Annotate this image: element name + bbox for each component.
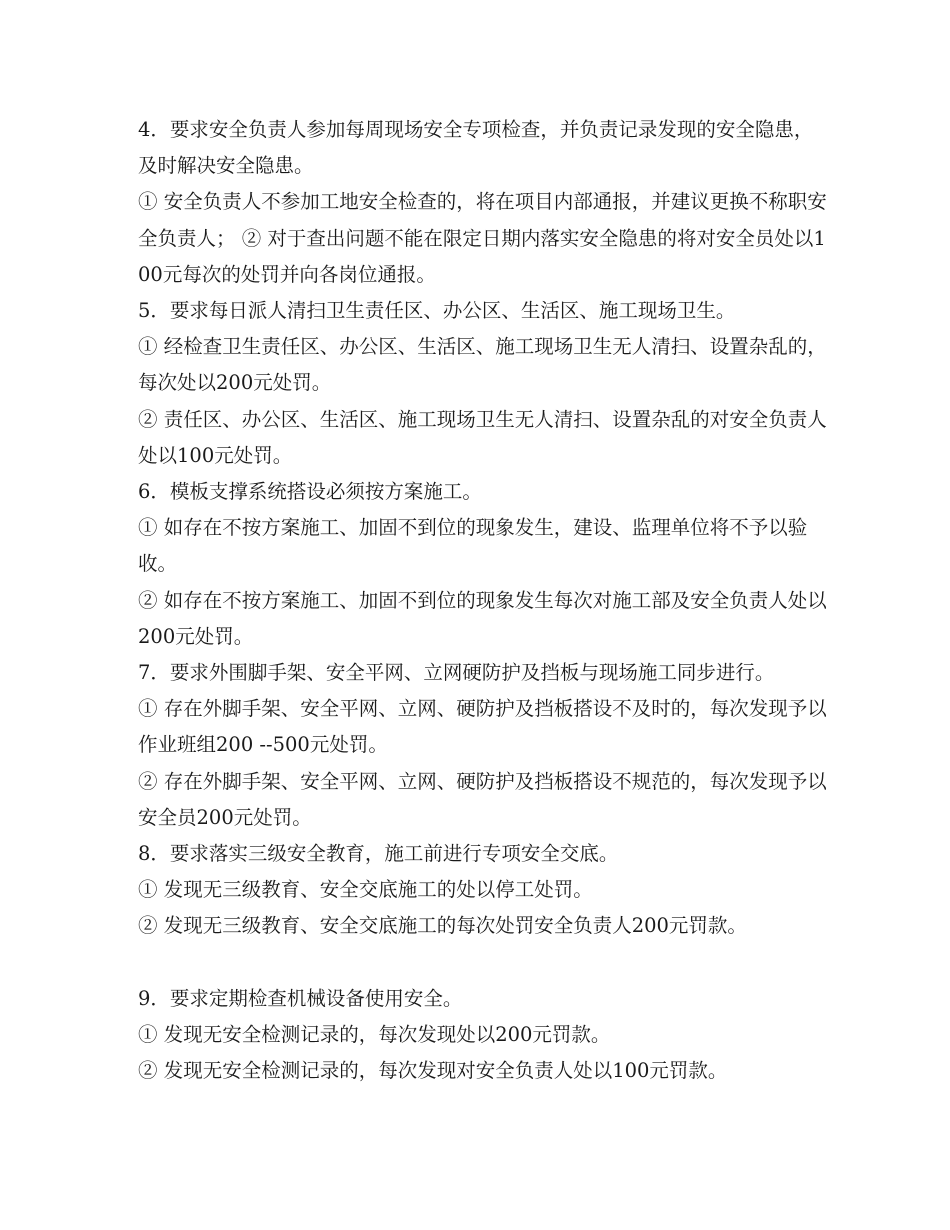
section-4-rule: ① 安全负责人不参加工地安全检查的，将在项目内部通报，并建议更换不称职安全负责人； ② 对于查出问题不能在限定日期内落实安全隐患的将对安全员处以100元每次的处罚并向各岗位通报。 xyxy=(138,190,827,286)
section-9-rule-1: ① 发现无安全检测记录的，每次发现处以200元罚款。 xyxy=(138,1022,611,1046)
section-7-heading: 7．要求外围脚手架、安全平网、立网硬防护及挡板与现场施工同步进行。 xyxy=(138,661,775,685)
section-6-heading: 6．模板支撑系统搭设必须按方案施工。 xyxy=(138,480,482,504)
section-5-rule-2: ② 责任区、办公区、生活区、施工现场卫生无人清扫、设置杂乱的对安全负责人处以100元处罚。 xyxy=(138,407,827,467)
section-6-rule-2: ② 如存在不按方案施工、加固不到位的现象发生每次对施工部及安全负责人处以200元处罚。 xyxy=(138,588,827,648)
section-8-rule-2: ② 发现无三级教育、安全交底施工的每次处罚安全负责人200元罚款。 xyxy=(138,914,747,938)
document-body xyxy=(138,112,828,1089)
section-7-rule-1: ① 存在外脚手架、安全平网、立网、硬防护及挡板搭设不及时的，每次发现予以作业班组200 --500元处罚。 xyxy=(138,697,827,757)
section-8-heading: 8．要求落实三级安全教育，施工前进行专项安全交底。 xyxy=(138,842,619,866)
section-4-heading: 4．要求安全负责人参加每周现场安全专项检查，并负责记录发现的安全隐患，及时解决安全隐患。 xyxy=(138,118,814,178)
section-6-rule-1: ① 如存在不按方案施工、加固不到位的现象发生，建设、监理单位将不予以验收。 xyxy=(138,516,808,576)
section-5-heading: 5．要求每日派人清扫卫生责任区、办公区、生活区、施工现场卫生。 xyxy=(138,299,736,323)
section-9-rule-2: ② 发现无安全检测记录的，每次发现对安全负责人处以100元罚款。 xyxy=(138,1059,728,1083)
section-5-rule-1: ① 经检查卫生责任区、办公区、生活区、施工现场卫生无人清扫、设置杂乱的，每次处以200元处罚。 xyxy=(138,335,827,395)
section-7-rule-2: ② 存在外脚手架、安全平网、立网、硬防护及挡板搭设不规范的，每次发现予以安全员200元处罚。 xyxy=(138,769,827,829)
section-8-rule-1: ① 发现无三级教育、安全交底施工的处以停工处罚。 xyxy=(138,878,593,902)
section-9-heading: 9．要求定期检查机械设备使用安全。 xyxy=(138,986,463,1010)
